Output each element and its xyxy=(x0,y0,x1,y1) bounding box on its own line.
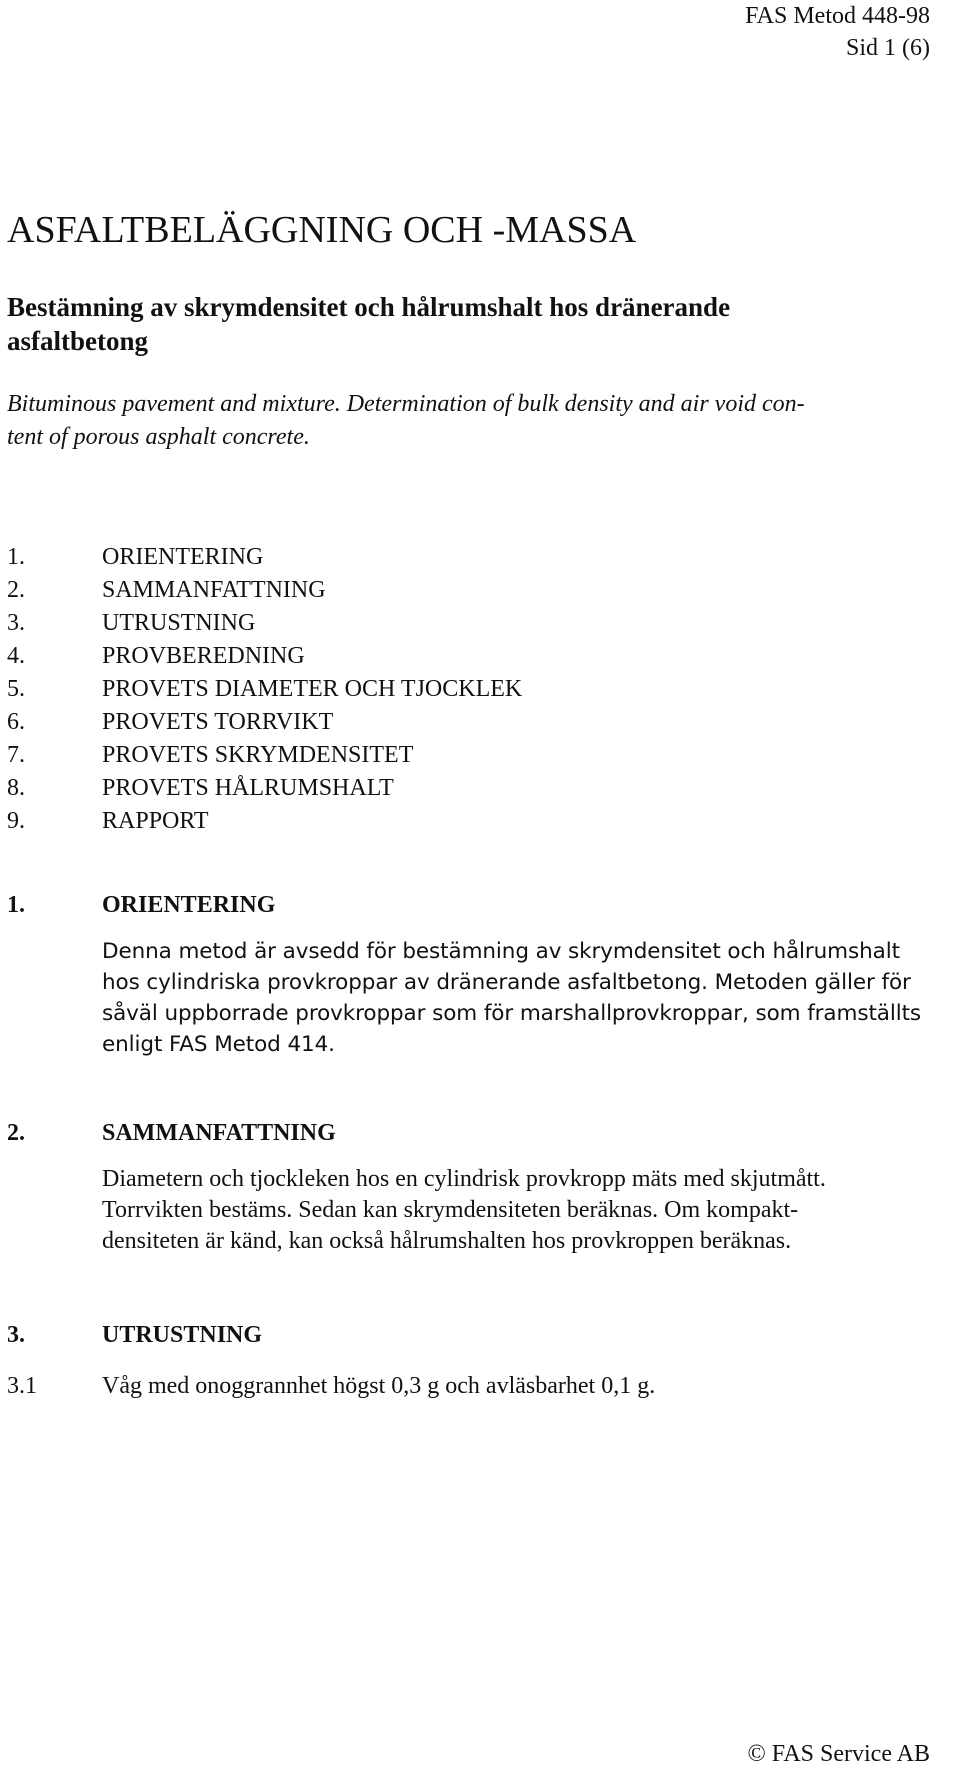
toc-label: SAMMANFATTNING xyxy=(102,577,326,603)
toc-number: 2. xyxy=(7,577,25,603)
section-sammanfattning xyxy=(7,1117,952,1257)
copyright-footer: © FAS Service AB xyxy=(747,1741,930,1767)
toc-number: 6. xyxy=(7,709,25,735)
document-subtitle xyxy=(7,290,927,358)
toc-number: 3. xyxy=(7,610,25,636)
body-line: Denna metod är avsedd för bestämning av skrymdensitet och hålrumshalt xyxy=(102,939,900,964)
toc-item xyxy=(7,772,522,805)
item-text: Våg med onoggrannhet högst 0,3 g och avläsbarhet 0,1 g. xyxy=(102,1373,656,1399)
body-line: Diametern och tjockleken hos en cylindrisk provkropp mäts med skjutmått. xyxy=(102,1166,826,1192)
document-title: ASFALTBELÄGGNING OCH -MASSA xyxy=(7,209,637,251)
toc-item xyxy=(7,739,522,772)
toc-number: 8. xyxy=(7,775,25,801)
subtitle-line: asfaltbetong xyxy=(7,326,148,356)
section-number: 2. xyxy=(7,1120,25,1146)
equipment-item xyxy=(7,1370,952,1403)
toc-label: PROVETS SKRYMDENSITET xyxy=(102,742,414,768)
toc-label: PROVETS TORRVIKT xyxy=(102,709,334,735)
subtitle-line: Bestämning av skrymdensitet och hålrumshalt hos dränerande xyxy=(7,292,731,322)
section-utrustning xyxy=(7,1319,952,1403)
toc-item xyxy=(7,673,522,706)
toc-item xyxy=(7,574,522,607)
toc-item xyxy=(7,706,522,739)
toc-number: 5. xyxy=(7,676,25,702)
section-heading xyxy=(7,889,952,922)
toc-label: UTRUSTNING xyxy=(102,610,256,636)
toc-label: PROVETS HÅLRUMSHALT xyxy=(102,775,394,801)
toc-number: 1. xyxy=(7,544,25,570)
toc-item xyxy=(7,640,522,673)
body-line: enligt FAS Metod 414. xyxy=(102,1032,335,1057)
english-title-line: Bituminous pavement and mixture. Determination of bulk density and air void con- xyxy=(7,391,805,417)
table-of-contents xyxy=(7,541,522,838)
section-title: UTRUSTNING xyxy=(102,1322,263,1348)
english-title xyxy=(7,388,935,454)
section-number: 3. xyxy=(7,1322,25,1348)
section-title: SAMMANFATTNING xyxy=(102,1120,336,1146)
english-title-line: tent of porous asphalt concrete. xyxy=(7,424,310,450)
section-title: ORIENTERING xyxy=(102,892,276,918)
section-body xyxy=(102,1164,957,1257)
toc-number: 4. xyxy=(7,643,25,669)
page-header xyxy=(745,0,930,64)
item-number: 3.1 xyxy=(7,1373,37,1399)
body-line: Torrvikten bestäms. Sedan kan skrymdensiteten beräknas. Om kompakt- xyxy=(102,1197,799,1223)
page-number: Sid 1 (6) xyxy=(846,35,930,61)
section-orientering xyxy=(7,889,952,1060)
section-number: 1. xyxy=(7,892,25,918)
body-line: såväl uppborrade provkroppar som för marshallprovkroppar, som framställts xyxy=(102,1001,922,1026)
method-reference: FAS Metod 448-98 xyxy=(745,3,930,29)
toc-label: ORIENTERING xyxy=(102,544,264,570)
toc-label: PROVETS DIAMETER OCH TJOCKLEK xyxy=(102,676,523,702)
body-line: densiteten är känd, kan också hålrumshalten hos provkroppen beräknas. xyxy=(102,1228,792,1254)
section-heading xyxy=(7,1319,952,1352)
toc-number: 9. xyxy=(7,808,25,834)
section-body xyxy=(102,936,957,1060)
toc-item xyxy=(7,805,522,838)
section-heading xyxy=(7,1117,952,1150)
toc-item xyxy=(7,541,522,574)
body-line: hos cylindriska provkroppar av dränerande asfaltbetong. Metoden gäller för xyxy=(102,970,911,995)
toc-label: PROVBEREDNING xyxy=(102,643,305,669)
toc-number: 7. xyxy=(7,742,25,768)
toc-item xyxy=(7,607,522,640)
toc-label: RAPPORT xyxy=(102,808,209,834)
